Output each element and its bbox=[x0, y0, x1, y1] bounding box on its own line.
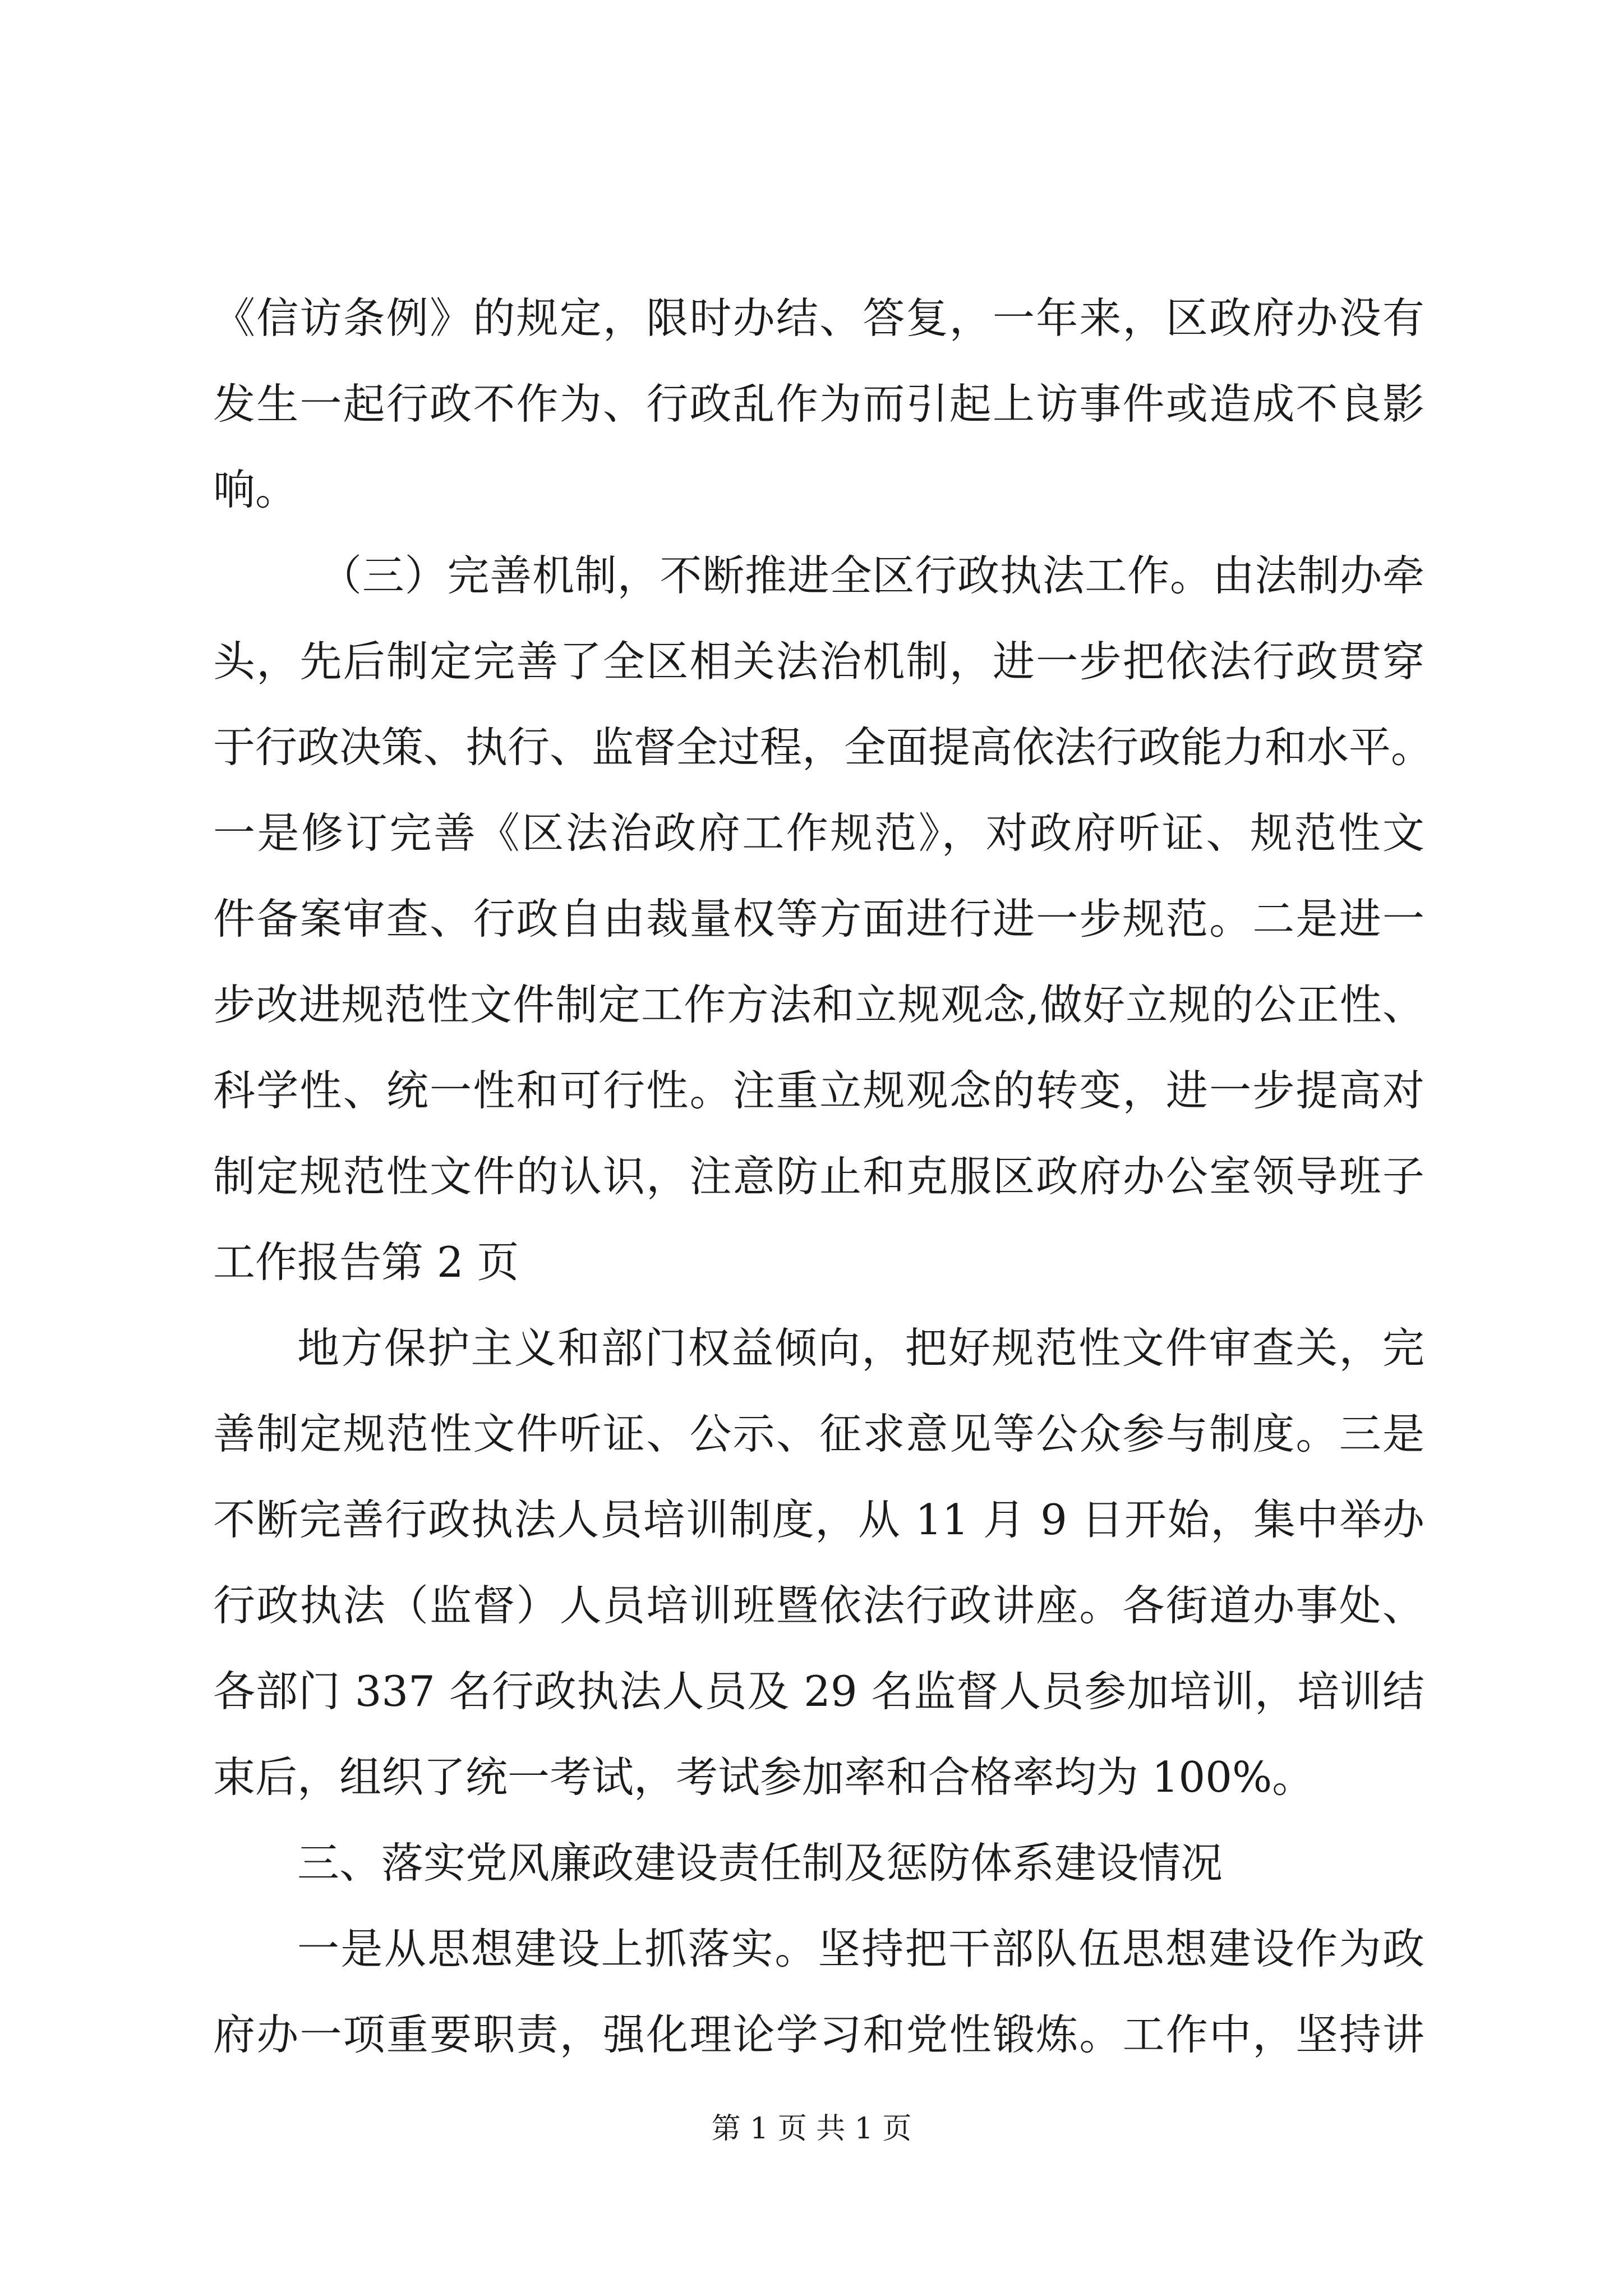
text-line: 制定规范性文件的认识，注意防止和克服区政府办公室领导班子 bbox=[213, 1152, 1424, 1201]
text-line: 善制定规范性文件听证、公示、征求意见等公众参与制度。三是 bbox=[213, 1409, 1424, 1458]
text-line: 不断完善行政执法人员培训制度，从 11 月 9 日开始，集中举办 bbox=[213, 1495, 1424, 1544]
page-footer: 第 1 页 共 1 页 bbox=[711, 2112, 912, 2146]
text-line: 科学性、统一性和可行性。注重立规观念的转变，进一步提高对 bbox=[213, 1066, 1424, 1115]
text-line: 发生一起行政不作为、行政乱作为而引起上访事件或造成不良影 bbox=[213, 379, 1424, 429]
text-line: 府办一项重要职责，强化理论学习和党性锻炼。工作中，坚持讲 bbox=[213, 2010, 1424, 2059]
text-line: 《信访条例》的规定，限时办结、答复，一年来，区政府办没有 bbox=[213, 293, 1424, 343]
text-line: 响。 bbox=[213, 465, 298, 514]
text-line: 于行政决策、执行、监督全过程，全面提高依法行政能力和水平。 bbox=[213, 723, 1433, 772]
text-line: 头，先后制定完善了全区相关法治机制，进一步把依法行政贯穿 bbox=[213, 637, 1424, 686]
text-line: 一是从思想建设上抓落实。坚持把干部队伍思想建设作为政 bbox=[297, 1924, 1424, 1973]
document-body bbox=[213, 292, 1433, 2094]
page-marker-line: 工作报告第 2 页 bbox=[213, 1237, 519, 1287]
text-line: 步改进规范性文件制定工作方法和立规观念,做好立规的公正性、 bbox=[213, 980, 1424, 1029]
section-heading-line: （三）完善机制，不断推进全区行政执法工作。由法制办牵 bbox=[320, 551, 1424, 600]
text-line: 各部门 337 名行政执法人员及 29 名监督人员参加培训，培训结 bbox=[213, 1667, 1424, 1716]
text-line: 地方保护主义和部门权益倾向，把好规范性文件审查关，完 bbox=[297, 1323, 1424, 1373]
text-line: 一是修订完善《区法治政府工作规范》，对政府听证、规范性文 bbox=[213, 808, 1424, 858]
text-line: 行政执法（监督）人员培训班暨依法行政讲座。各街道办事处、 bbox=[213, 1581, 1424, 1630]
text-line: 件备案审查、行政自由裁量权等方面进行进一步规范。二是进一 bbox=[213, 894, 1424, 944]
text-line: 束后，组织了统一考试，考试参加率和合格率均为 100%。 bbox=[213, 1752, 1315, 1802]
section-heading-line: 三、落实党风廉政建设责任制及惩防体系建设情况 bbox=[297, 1838, 1223, 1888]
